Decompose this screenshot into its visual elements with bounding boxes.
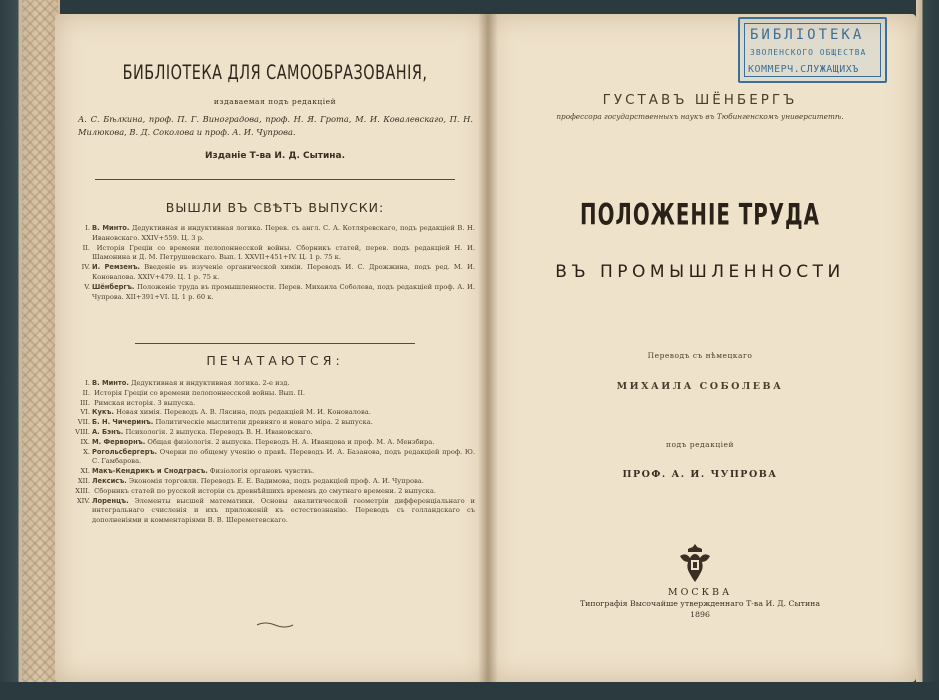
library-stamp [738, 17, 887, 83]
author-role: профессора государственныхъ наукъ въ Тюбингенскомъ университетѣ. [556, 112, 844, 121]
list-item: X. Рогольсбергеръ. Очерки по общему ученiю о правѣ. Переводъ И. А. Базанова, подъ редакцiей проф. Ю. С. Гамбарова. [83, 447, 475, 466]
list-item: XIV. Лоренцъ. Элементы высшей математики. Основы аналитической геометрiи дифференцiальнаго и интегральнаго счисленiя и ихъ приложенiй къ естествознанiю. Переводъ съ голландскаго съ дополненiями и комментарiями В. В. Шереметевскаго. [76, 496, 475, 525]
list-item: XI. Макъ-Кендрикъ и Снодграсъ. Физiологiя органовъ чувствъ. [80, 467, 315, 476]
list-item: IV. И. Ремзенъ. Введенiе въ изученiе органической химiи. Переводъ И. С. Дрожжина, подъ ред. М. И. Коновалова. XXIV+479. Ц. 1 р. 75 к. [81, 263, 475, 281]
printing-heading: ПЕЧАТАЮТСЯ: [206, 353, 344, 368]
series-editors: А. С. Бѣлкина, проф. П. Г. Виноградова, проф. Н. Я. Грота, М. И. Ковалевскаго, П. Н. Милюкова, В. Д. Соколова и проф. А. И. Чупрова. [78, 114, 473, 137]
ornament-flourish [255, 621, 295, 629]
stamp-line-1: БИБЛIОТЕКА [750, 27, 865, 43]
list-item: II. Исторiя Грецiи со времени пелопоннесской войны. Сборникъ статей, перев. подъ редакцiей Н. И. Шамонина и Д. М. Петрушевскаго. Вып. I. XXVII+451+IV. Ц. 1 р. 75 к. [82, 243, 475, 262]
list-item: XIII. Сборникъ статей по русской исторiи съ древнѣйшихъ временъ до смутнаго времени. 2 выпуска. [75, 486, 436, 495]
list-item: I. В. Минто. Дедуктивная и индуктивная логика. Перев. съ англ. С. А. Котляревскаго, подъ редакцiей В. Н. Ивановскаго. XXIV+559. Ц. 3 р. [85, 224, 475, 242]
printing-list [70, 379, 475, 526]
translated-from: Переводъ съ нѣмецкаго [647, 351, 753, 360]
stamp-line-2: ЗВОЛЕНСКОГО ОБЩЕСТВА [750, 48, 867, 57]
series-title: БИБЛIОТЕКА ДЛЯ САМООБРАЗОВАНIЯ, [122, 61, 428, 84]
book-title-line-1: ПОЛОЖЕНIЕ ТРУДА [580, 198, 820, 233]
marbled-endpaper [22, 0, 58, 700]
stamp-line-3: КОММЕРЧ.СЛУЖАЩИХЪ [748, 64, 859, 75]
book-title-line-2: ВЪ ПРОМЫШЛЕННОСТИ [555, 262, 845, 282]
series-publisher: Изданiе Т-ва И. Д. Сытина. [204, 151, 346, 161]
list-item: XII. Лексисъ. Экономiя торговли. Переводъ Е. Е. Вадимова, подъ редакцiей проф. А. И. Чупрова. [77, 476, 424, 485]
book-cover-left-edge [0, 0, 60, 700]
editor-name: ПРОФ. А. И. ЧУПРОВА [622, 469, 778, 480]
published-list [70, 224, 475, 302]
list-item: III. Римская исторiя. 3 выпуска. [79, 398, 196, 407]
author-name: ГУСТАВЪ ШЁНБЕРГЪ [602, 92, 798, 108]
published-heading: ВЫШЛИ ВЪ СВѢТЪ ВЫПУСКИ: [165, 200, 385, 215]
printing-house: Типографiя Высочайше утвержденнаго Т-ва И. Д. Сытина [579, 599, 821, 608]
divider [135, 343, 415, 344]
book-cover-right-edge [916, 0, 939, 700]
book-cover-bottom-edge [0, 682, 939, 700]
list-item: II. Исторiя Грецiи со времени пелопоннесской войны. Вып. II. [82, 388, 305, 397]
list-item: VII. Б. Н. Чичеринъ. Политическiе мыслители древняго и новаго мiра. 2 выпуска. [77, 418, 373, 427]
list-item: I. В. Минто. Дедуктивная и индуктивная логика. 2-е изд. [85, 379, 290, 387]
list-item: V. Шёнбергъ. Положенiе труда въ промышленности. Перев. Михаила Соболева, подъ редакцiей проф. А. И. Чупрова. XII+391+VI. Ц. 1 р. 60 к. [84, 282, 475, 301]
publication-city: МОСКВА [667, 587, 733, 598]
left-page-content [60, 14, 490, 682]
series-subtitle: издаваемая подъ редакцiей [213, 97, 337, 106]
divider [95, 179, 455, 180]
translator-name: МИХАИЛА СОБОЛЕВА [616, 381, 784, 392]
list-item: VIII. А. Бэнъ. Психологiя. 2 выпуска. Переводъ В. Н. Ивановскаго. [75, 427, 313, 436]
list-item: IX. М. Ферворнъ. Общая физiологiя. 2 выпуска. Переводъ Н. А. Иванцова и проф. М. А. Мензбира. [80, 437, 435, 446]
edited-by-label: подъ редакцiей [666, 440, 734, 449]
list-item: VI. Кукъ. Новая химiя. Переводъ А. В. Лясина, подъ редакцiей М. И. Коновалова. [80, 408, 371, 417]
publication-year: 1896 [690, 610, 710, 619]
publisher-emblem-icon [676, 542, 714, 584]
